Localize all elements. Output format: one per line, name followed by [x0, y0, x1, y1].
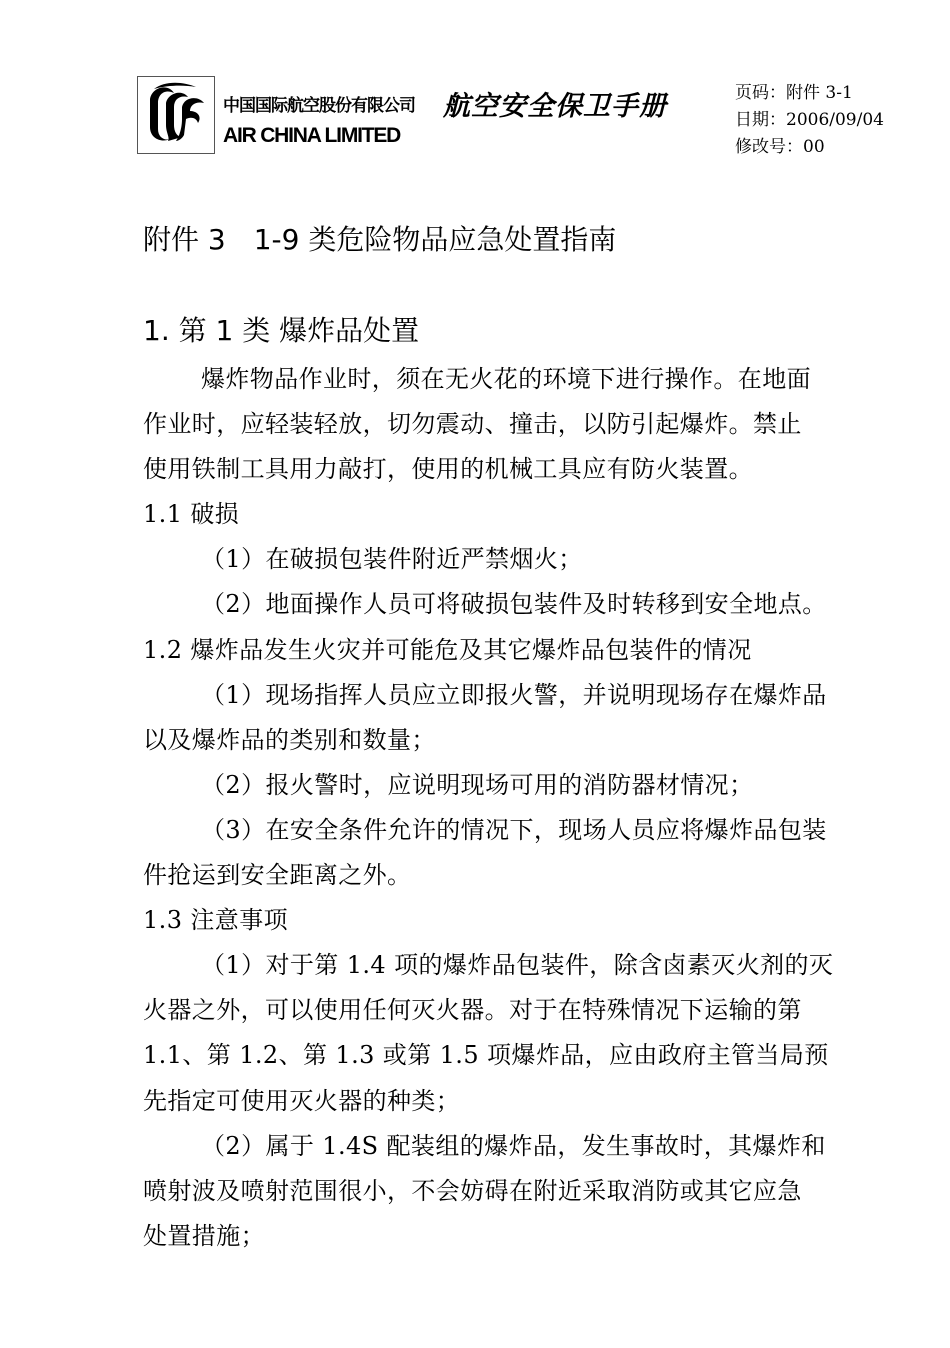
company-name-cn: 中国国际航空股份有限公司 — [223, 96, 415, 116]
list-item: （2）报火警时，应说明现场可用的消防器材情况； — [201, 770, 754, 799]
subsection-heading: 1.2 爆炸品发生火灾并可能危及其它爆炸品包装件的情况 — [143, 635, 752, 664]
paragraph-line: 喷射波及喷射范围很小，不会妨碍在附近采取消防或其它应急 — [143, 1176, 802, 1205]
paragraph-line: 作业时，应轻装轻放，切勿震动、撞击，以防引起爆炸。禁止 — [143, 410, 802, 439]
document-title: 附件 3 1-9 类危险物品应急处置指南 — [143, 223, 617, 256]
list-item: （3）在安全条件允许的情况下，现场人员应将爆炸品包装 — [201, 815, 827, 844]
paragraph-line: 爆炸物品作业时，须在无火花的环境下进行操作。在地面 — [201, 365, 811, 393]
list-item: （1）对于第 1.4 项的爆炸品包装件，除含卤素灭火剂的灭 — [201, 951, 834, 980]
document-date: 日期：2006/09/04 — [735, 110, 884, 130]
paragraph-line: 火器之外，可以使用任何灭火器。对于在特殊情况下运输的第 — [143, 996, 802, 1025]
list-item: （1）在破损包装件附近严禁烟火； — [201, 545, 583, 574]
company-name-en: AIR CHINA LIMITED — [223, 124, 401, 147]
body-text — [143, 357, 893, 1259]
list-item: （2）属于 1.4S 配装组的爆炸品，发生事故时，其爆炸和 — [201, 1131, 826, 1160]
subsection-heading: 1.1 破损 — [143, 500, 240, 529]
paragraph-line: 使用铁制工具用力敲打，使用的机械工具应有防火装置。 — [143, 455, 753, 484]
paragraph-line: 件抢运到安全距离之外。 — [143, 861, 412, 890]
list-item: （2）地面操作人员可将破损包装件及时转移到安全地点。 — [201, 590, 827, 619]
paragraph-line: 处置措施； — [143, 1221, 265, 1250]
document-meta — [735, 80, 884, 161]
paragraph-line: 以及爆炸品的类别和数量； — [143, 725, 436, 754]
air-china-logo — [137, 76, 215, 154]
list-item: （1）现场指挥人员应立即报火警，并说明现场存在爆炸品 — [201, 680, 827, 709]
page-code: 页码：附件 3-1 — [735, 83, 853, 103]
page-header — [137, 74, 897, 164]
section-title: 1. 第 1 类 爆炸品处置 — [143, 314, 420, 347]
revision-number: 修改号：00 — [735, 137, 825, 157]
paragraph-line: 1.1、第 1.2、第 1.3 或第 1.5 项爆炸品，应由政府主管当局预 — [143, 1041, 829, 1070]
subsection-heading: 1.3 注意事项 — [143, 906, 288, 935]
manual-title: 航空安全保卫手册 — [443, 91, 667, 122]
paragraph-line: 先指定可使用灭火器的种类； — [143, 1086, 461, 1115]
